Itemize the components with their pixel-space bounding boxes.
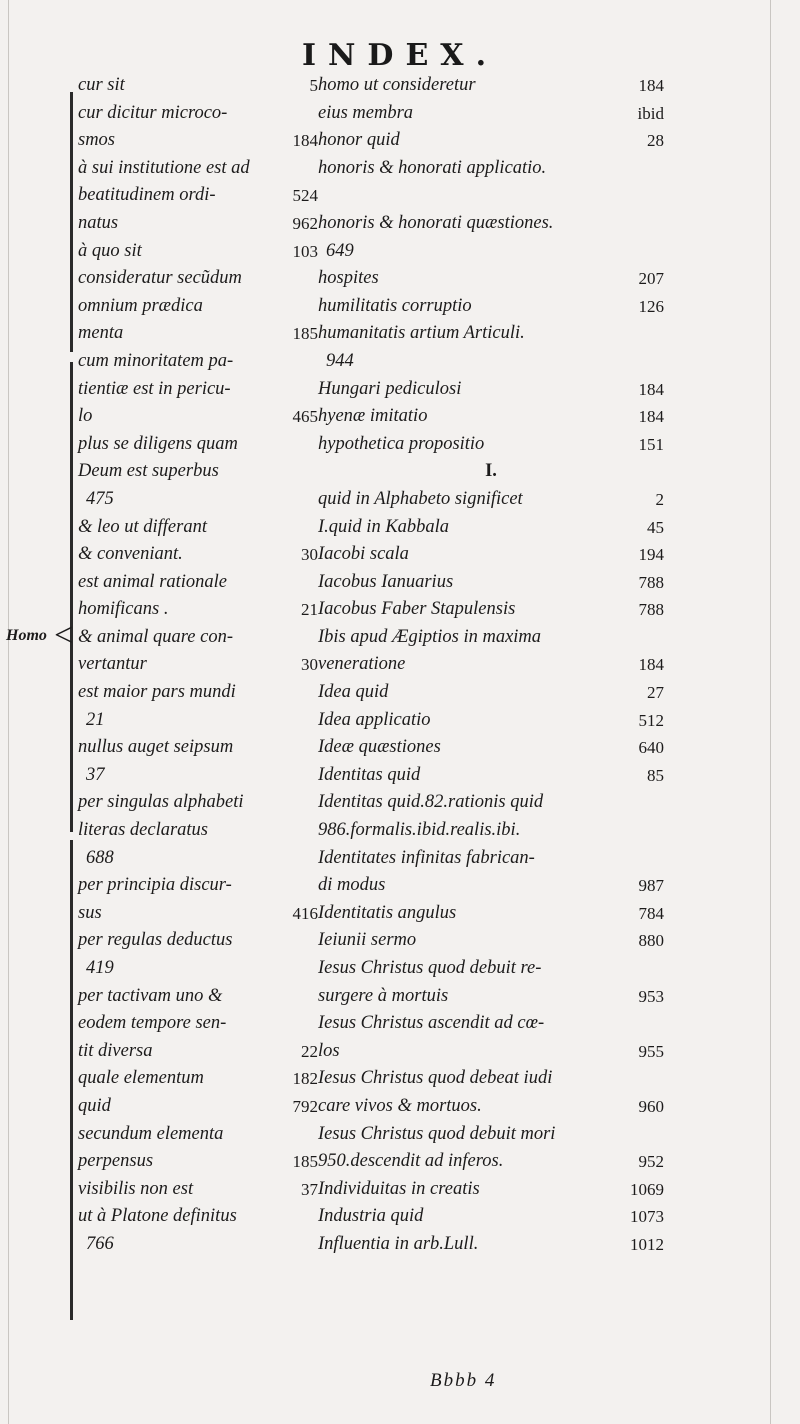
entry-page-number: ibid [637, 103, 664, 123]
index-entry [318, 72, 664, 100]
entry-text: per principia discur- [78, 875, 232, 896]
index-entry [78, 651, 318, 679]
entry-text: hypothetica propositio [318, 433, 485, 454]
entry-text: Iesus Christus quod debuit mori [318, 1123, 556, 1144]
entry-text: quid in Alphabeto significet [318, 488, 523, 509]
entry-text: Identitas quid [318, 764, 421, 785]
entry-text: cum minoritatem pa- [78, 350, 234, 371]
entry-page-number: 194 [638, 545, 664, 565]
entry-text: Ibis apud Ægiptios in maxima [318, 626, 542, 647]
index-entry [318, 293, 664, 321]
index-entry [78, 155, 318, 183]
index-entry [318, 900, 664, 928]
index-entry [78, 707, 318, 735]
entry-text: quid [78, 1095, 111, 1116]
entry-text: care vivos & mortuos. [318, 1095, 482, 1116]
entry-page-number: 5 [309, 76, 318, 95]
brace-mark: < [54, 617, 74, 654]
entry-page-number: 27 [647, 683, 664, 703]
entry-page-number: 465 [292, 407, 318, 427]
index-entry [78, 431, 318, 459]
entry-text: natus [78, 212, 119, 233]
index-entry [78, 514, 318, 542]
entry-page-number: 416 [292, 903, 318, 923]
entry-text: smos [78, 130, 116, 151]
index-entry [78, 72, 318, 100]
entry-text: los [318, 1040, 340, 1061]
entry-page-number: 792 [292, 1096, 318, 1116]
index-entry [318, 596, 664, 624]
index-entry [78, 762, 318, 790]
entry-text: literas declaratus [78, 820, 209, 841]
entry-text: visibilis non est [78, 1178, 194, 1199]
index-entry [318, 265, 664, 293]
entry-text: plus se diligens quam [78, 433, 238, 454]
entry-text: surgere à mortuis [318, 985, 449, 1006]
entry-text: lo [78, 406, 93, 427]
entry-text: Iacobus Ianuarius [318, 571, 454, 592]
entry-text: sus [78, 902, 102, 923]
index-entry [318, 1148, 664, 1176]
entry-page-number: 184 [638, 407, 664, 427]
index-entry [318, 651, 664, 679]
entry-text: Ieiunii sermo [318, 930, 417, 951]
entry-text: 419 [86, 958, 114, 978]
index-entry [318, 431, 664, 459]
index-entry [318, 624, 664, 652]
entry-page-number: 184 [638, 655, 664, 675]
entry-text: I.quid in Kabbala [318, 516, 450, 537]
entry-text: honoris & honorati quæstiones. [318, 212, 554, 233]
index-entry [78, 182, 318, 210]
index-entry [78, 1038, 318, 1066]
entry-text: quale elementum [78, 1068, 204, 1089]
index-entry [318, 1038, 664, 1066]
index-entry [318, 486, 664, 514]
index-entry [318, 541, 664, 569]
entry-text: Iesus Christus ascendit ad cœ- [318, 1013, 545, 1034]
index-entry [78, 376, 318, 404]
entry-page-number: 512 [638, 710, 664, 730]
entry-text: vertantur [78, 654, 147, 675]
index-entry [318, 1010, 664, 1038]
page-edge-line [8, 0, 9, 1424]
entry-text: à sui institutione est ad [78, 157, 250, 178]
entry-page-number: 1073 [630, 1207, 664, 1227]
index-entry [318, 1176, 664, 1204]
index-entry [318, 238, 664, 266]
entry-text: nullus auget seipsum [78, 737, 234, 758]
entry-text: I. [485, 461, 497, 482]
entry-page-number: 207 [638, 269, 664, 289]
entry-page-number: 85 [647, 765, 664, 785]
entry-text: per singulas alphabeti [78, 792, 244, 813]
entry-text: consideratur secũdum [78, 268, 242, 289]
index-entry [318, 320, 664, 348]
entry-text: menta [78, 323, 124, 344]
bracket-line [70, 362, 73, 832]
entry-text: veneratione [318, 654, 406, 675]
index-entry [78, 679, 318, 707]
entry-text: 688 [86, 847, 114, 868]
entry-text: humanitatis artium Articuli. [318, 323, 525, 344]
entry-text: 649 [326, 240, 354, 261]
entry-text: cur sit [78, 75, 125, 95]
entry-page-number: 126 [638, 296, 664, 316]
index-entry [318, 127, 664, 155]
index-entry [318, 679, 664, 707]
entry-text: Iacobi scala [318, 544, 409, 565]
entry-page-number: 880 [638, 931, 664, 951]
index-entry [318, 155, 664, 183]
index-entry [78, 1148, 318, 1176]
entry-page-number: 955 [638, 1041, 664, 1061]
index-entry [318, 348, 664, 376]
entry-page-number: 45 [647, 517, 664, 537]
index-entry [78, 541, 318, 569]
entry-text: & leo ut differant [78, 516, 207, 537]
index-entry [78, 955, 318, 983]
entry-page-number: 184 [292, 131, 318, 151]
entry-page-number: 987 [638, 876, 664, 896]
entry-text: & conveniant. [78, 544, 183, 565]
entry-text: eodem tempore sen- [78, 1013, 227, 1034]
entry-page-number: 21 [301, 600, 318, 620]
entry-text: tientiæ est in pericu- [78, 378, 231, 399]
index-entry [318, 1231, 664, 1259]
index-entry [318, 927, 664, 955]
index-entry [318, 569, 664, 597]
page-edge-line [770, 0, 771, 1424]
entry-text: Identitas quid.82.rationis quid [318, 792, 544, 813]
entry-text: 37 [86, 764, 105, 785]
index-entry [78, 100, 318, 128]
index-entry [318, 210, 664, 238]
entry-page-number: 953 [638, 986, 664, 1006]
index-entry [78, 1176, 318, 1204]
entry-page-number: 28 [647, 131, 664, 151]
entry-page-number: 640 [638, 738, 664, 758]
entry-text: Hungari pediculosi [318, 378, 462, 399]
entry-text: omnium prædica [78, 295, 203, 316]
index-entry [78, 1121, 318, 1149]
entry-text: homo ut consideretur [318, 75, 476, 95]
entry-text: di modus [318, 875, 386, 896]
index-entry [78, 624, 318, 652]
entry-text: humilitatis corruptio [318, 295, 472, 316]
entry-text: Individuitas in creatis [318, 1178, 480, 1199]
entry-text: per regulas deductus [78, 930, 233, 951]
entry-text: 475 [86, 488, 114, 509]
entry-text: beatitudinem ordi- [78, 185, 216, 206]
entry-text: honoris & honorati applicatio. [318, 157, 547, 178]
entry-page-number: 784 [638, 903, 664, 923]
entry-text: Idea quid [318, 682, 389, 703]
index-entry [78, 348, 318, 376]
entry-text: 766 [86, 1233, 114, 1254]
entry-text: hyenæ imitatio [318, 406, 428, 427]
entry-text: perpensus [78, 1151, 154, 1172]
index-entry [318, 1203, 664, 1231]
index-entry [78, 983, 318, 1011]
entry-text: homificans . [78, 599, 169, 620]
entry-text: eius membra [318, 102, 414, 123]
entry-text: 950.descendit ad inferos. [318, 1151, 504, 1172]
entry-page-number: 184 [638, 76, 664, 95]
entry-page-number: 185 [292, 1152, 318, 1172]
index-entry [78, 845, 318, 873]
entry-text: Idea applicatio [318, 709, 431, 730]
entry-page-number: 30 [301, 655, 318, 675]
index-entry [318, 707, 664, 735]
index-entry [318, 983, 664, 1011]
index-entry [318, 734, 664, 762]
entry-page-number: 22 [301, 1041, 318, 1061]
entry-text: cur dicitur microco- [78, 102, 228, 123]
entry-page-number: 960 [638, 1096, 664, 1116]
left-index-column [78, 72, 318, 1259]
entry-text: à quo sit [78, 240, 142, 261]
entry-page-number: 151 [638, 434, 664, 454]
index-entry [78, 486, 318, 514]
entry-text: 986.formalis.ibid.realis.ibi. [318, 820, 521, 841]
entry-text: Ideæ quæstiones [318, 737, 441, 758]
index-entry [318, 182, 664, 210]
right-index-column [318, 72, 664, 1259]
entry-page-number: 1012 [630, 1234, 664, 1254]
entry-page-number: 185 [292, 324, 318, 344]
entry-text: Industria quid [318, 1206, 424, 1227]
bracket-line [70, 92, 73, 352]
margin-label: Homo [6, 627, 47, 644]
index-entry [78, 403, 318, 431]
index-entry [78, 320, 318, 348]
entry-text: Identitatis angulus [318, 902, 457, 923]
entry-text: est maior pars mundi [78, 682, 236, 703]
entry-text: Iesus Christus quod debuit re- [318, 958, 542, 978]
index-entry [318, 762, 664, 790]
signature-mark: Bbbb 4 [430, 1370, 497, 1391]
index-entry [78, 927, 318, 955]
entry-text: Iesus Christus quod debeat iudi [318, 1068, 553, 1089]
entry-text: Deum est superbus [78, 461, 219, 482]
entry-text: est animal rationale [78, 571, 228, 592]
entry-page-number: 103 [292, 241, 318, 261]
entry-text: honor quid [318, 130, 400, 151]
index-entry [78, 872, 318, 900]
index-entry [78, 210, 318, 238]
index-entry [318, 789, 664, 817]
index-entry [318, 817, 664, 845]
index-entry [318, 514, 664, 542]
index-entry [318, 100, 664, 128]
entry-page-number: 962 [292, 213, 318, 233]
page-header: INDEX. [301, 38, 499, 73]
index-entry [318, 845, 664, 873]
index-entry [78, 127, 318, 155]
entry-page-number: 2 [655, 489, 664, 509]
index-entry [78, 1203, 318, 1231]
index-entry [78, 265, 318, 293]
index-entry [318, 403, 664, 431]
index-entry [78, 1065, 318, 1093]
index-entry [78, 1010, 318, 1038]
index-entry [78, 900, 318, 928]
index-entry [78, 596, 318, 624]
index-entry [318, 1065, 664, 1093]
index-entry [78, 293, 318, 321]
index-entry [78, 789, 318, 817]
entry-text: per tactivam uno & [78, 985, 223, 1006]
entry-page-number: 184 [638, 379, 664, 399]
entry-text: ut à Platone definitus [78, 1206, 237, 1227]
entry-text: 944 [326, 350, 354, 371]
entry-text: Influentia in arb.Lull. [318, 1233, 479, 1254]
entry-page-number: 182 [292, 1069, 318, 1089]
entry-page-number: 1069 [630, 1179, 664, 1199]
index-entry [78, 569, 318, 597]
index-entry [78, 817, 318, 845]
index-entry [78, 1231, 318, 1259]
entry-page-number: 37 [301, 1179, 318, 1199]
bracket-line [70, 840, 73, 1320]
entry-text: secundum elementa [78, 1123, 224, 1144]
index-entry [78, 1093, 318, 1121]
entry-text: Iacobus Faber Stapulensis [318, 599, 516, 620]
entry-page-number: 788 [638, 600, 664, 620]
entry-page-number: 30 [301, 545, 318, 565]
entry-text: 21 [86, 709, 105, 730]
index-entry [78, 458, 318, 486]
index-entry [78, 734, 318, 762]
entry-text: hospites [318, 268, 379, 289]
index-entry [318, 376, 664, 404]
index-entry [318, 872, 664, 900]
entry-text: & animal quare con- [78, 626, 234, 647]
entry-page-number: 524 [292, 186, 318, 206]
index-entry [318, 1093, 664, 1121]
index-entry [78, 238, 318, 266]
entry-page-number: 952 [638, 1152, 664, 1172]
index-entry [318, 1121, 664, 1149]
index-entry [318, 458, 664, 486]
index-entry [318, 955, 664, 983]
entry-page-number: 788 [638, 572, 664, 592]
entry-text: tit diversa [78, 1040, 153, 1061]
entry-text: Identitates infinitas fabrican- [318, 847, 535, 868]
